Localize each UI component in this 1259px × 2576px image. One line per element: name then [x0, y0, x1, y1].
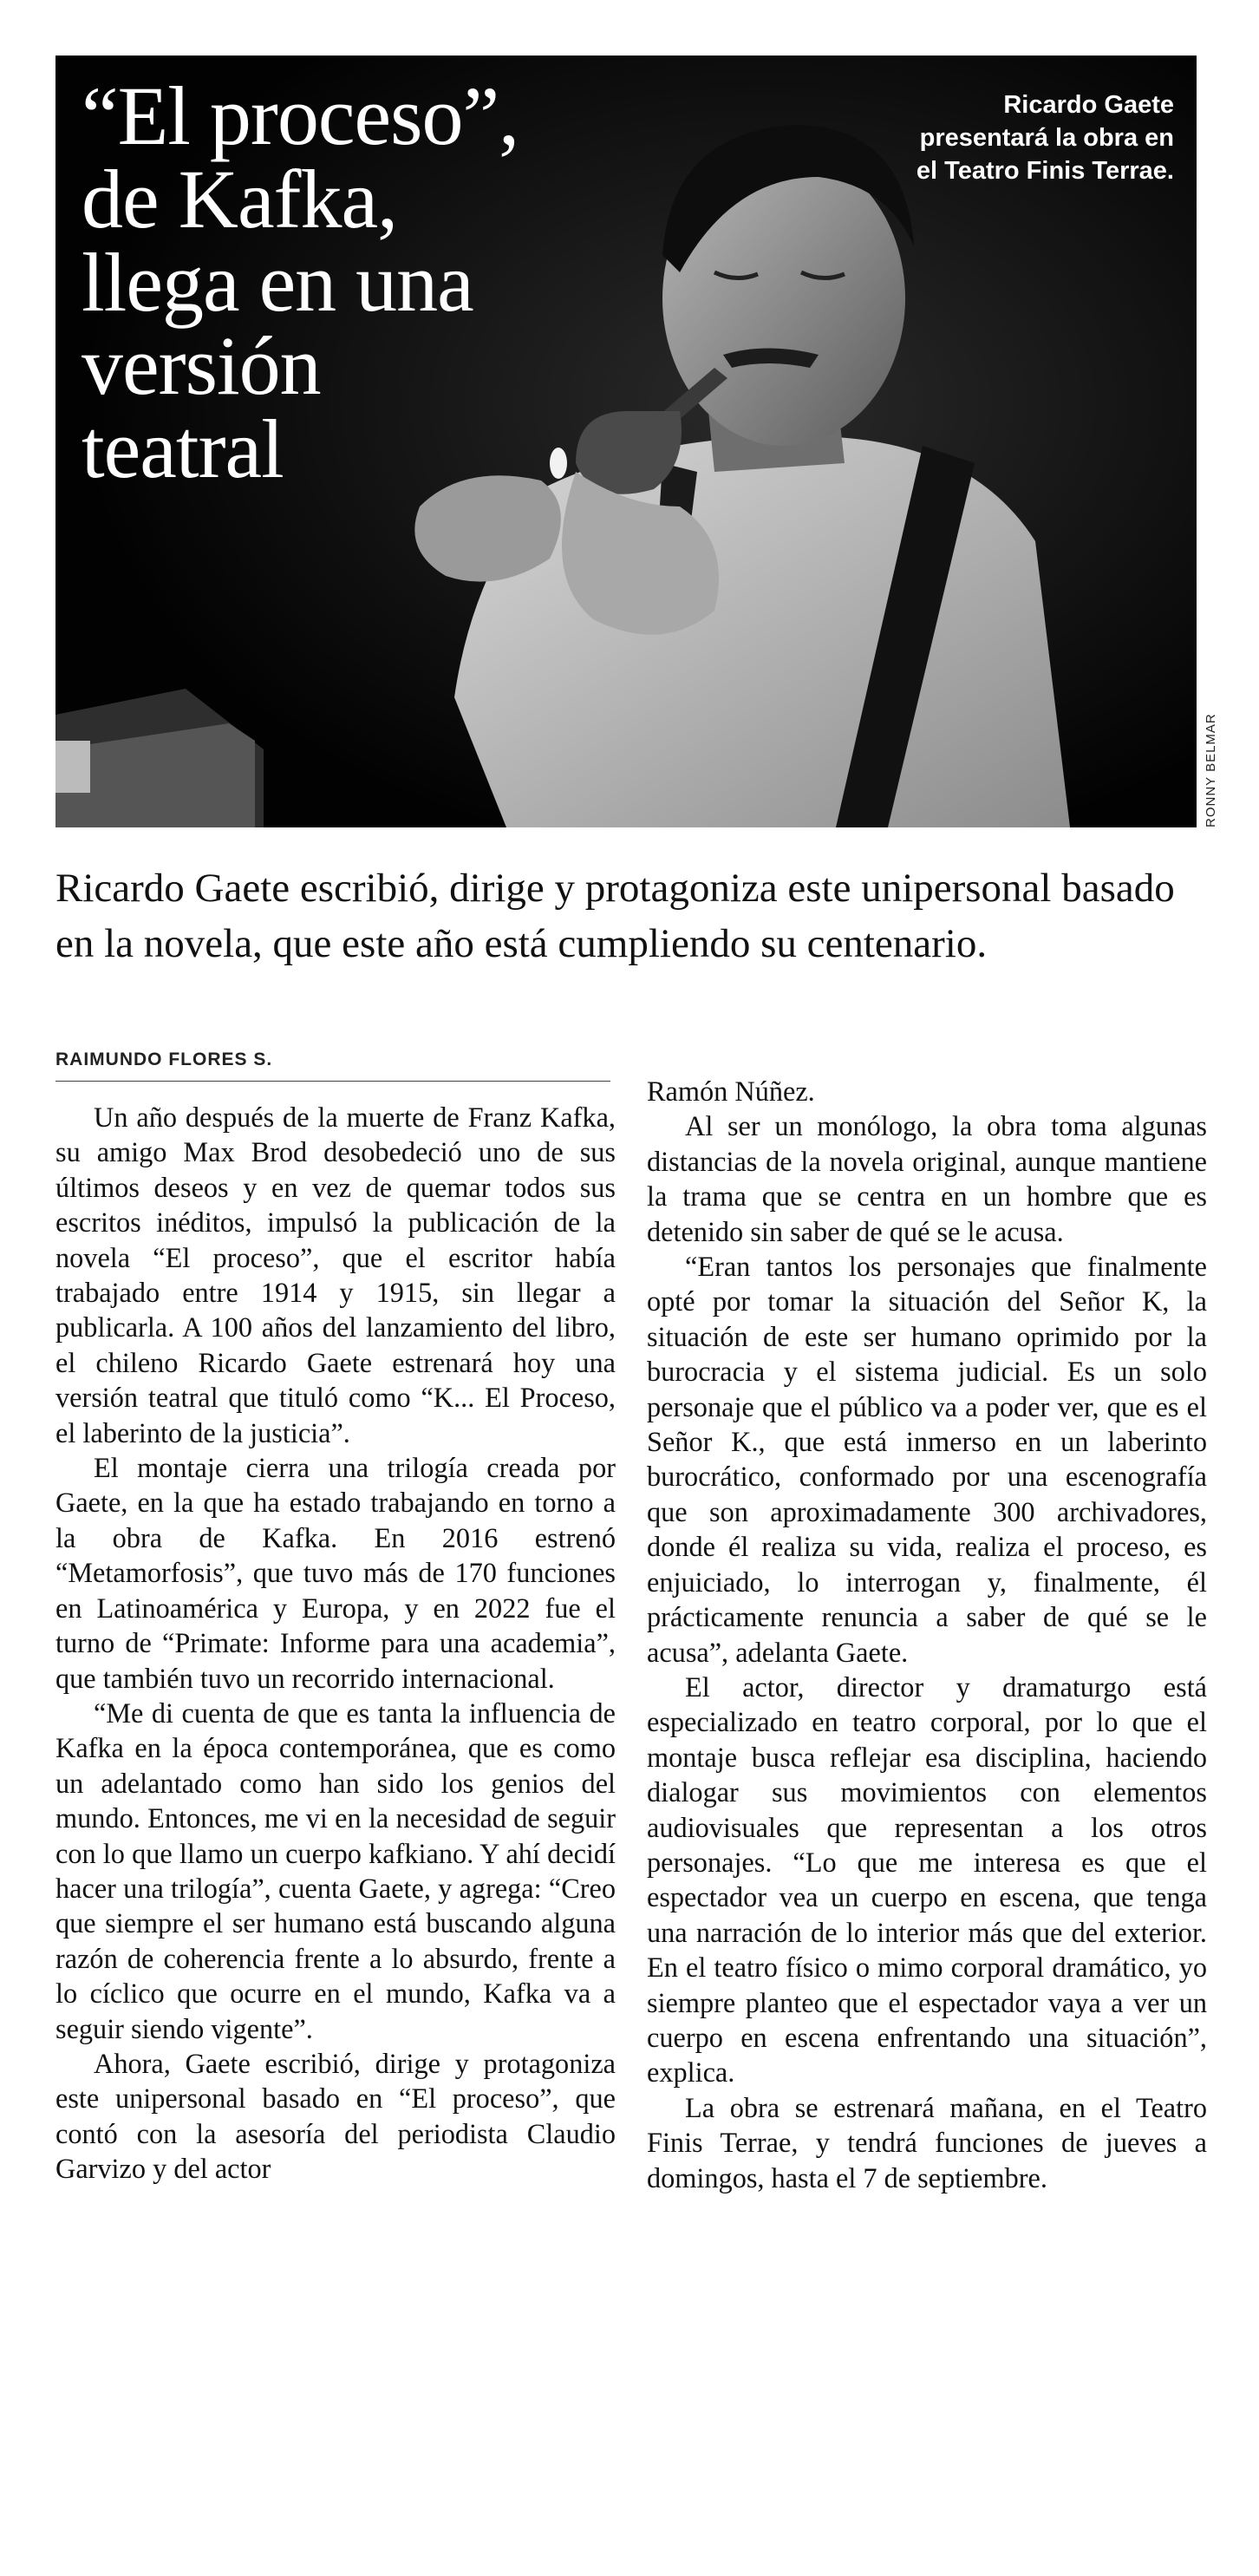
headline-line-4: versión	[82, 319, 321, 412]
body-paragraph-continuation: Ramón Núñez.	[647, 1076, 815, 1107]
body-paragraph: El actor, director y dramaturgo está especializado en teatro corporal, por lo que el montaje busca reflejar esa disciplina, haciendo dialogar sus movimientos con elementos audiovisuales que representan a los otros personajes. “Lo que me interesa es que el espectador vea un cuerpo en escena, que tenga una narración de lo interior más que del exterior. En el teatro físico o mimo corporal dramático, yo siempre planteo que el espectador vaya a ver un cuerpo en escena enfrentando una situación”, explica.	[647, 1670, 1207, 2089]
body-paragraph: Ahora, Gaete escribió, dirige y protagoniza este unipersonal basado en “El proceso”, que contó con la asesoría del periodista Claudio Garvizo y del actor	[55, 2047, 616, 2185]
headline-line-2: de Kafka,	[82, 153, 398, 245]
body-paragraph: El montaje cierra una trilogía creada por Gaete, en la que ha estado trabajando en torno a la obra de Kafka. En 2016 estrenó “Metamorfosis”, que tuvo más de 170 funciones en Latinoamérica y Europa, y en 2022 fue el turno de “Primate: Informe para una academia”, que también tuvo un recorrido internacional.	[55, 1452, 616, 1694]
body-column-left	[55, 1100, 616, 2187]
byline: RAIMUNDO FLORES S.	[55, 1049, 610, 1082]
lead-photo	[55, 56, 1197, 827]
body-paragraph: Un año después de la muerte de Franz Kafka, su amigo Max Brod desobedeció uno de sus últimos deseos y en vez de quemar todos sus escritos inéditos, impulsó la publicación de la novela “El proceso”, que el escritor había trabajado entre 1914 y 1915, sin llegar a publicarla. A 100 años del lanzamiento del libro, el chileno Ricardo Gaete estrenará hoy una versión teatral que tituló como “K... El Proceso, el laberinto de la justicia”.	[55, 1102, 616, 1448]
headline-line-3: llega en una	[82, 236, 473, 329]
body-paragraph: La obra se estrenará mañana, en el Teatro Finis Terrae, y tendrá funciones de jueves a domingos, hasta el 7 de septiembre.	[647, 2091, 1207, 2194]
photo-caption: Ricardo Gaete presentará la obra en el Teatro Finis Terrae.	[916, 91, 1174, 185]
body-paragraph: Al ser un monólogo, la obra toma algunas distancias de la novela original, aunque mantiene la trama que se centra en un hombre que es detenido sin saber de qué se le acusa.	[647, 1110, 1207, 1247]
photo-credit: RONNY BELMAR	[1204, 713, 1218, 827]
body-paragraph: “Me di cuenta de que es tanta la influencia de Kafka en la época contemporánea, que es como un adelantado como han sido los genios del mundo. Entonces, me vi en la necesidad de seguir con lo que llamo un cuerpo kafkiano. Y ahí decidí hacer una trilogía”, cuenta Gaete, y agrega: “Creo que siempre el ser humano está buscando alguna razón de coherencia frente a lo absurdo, frente a lo cíclico que ocurre en el mundo, Kafka va a seguir siendo vigente”.	[55, 1697, 616, 2044]
body-column-right	[647, 1074, 1207, 2195]
deck: Ricardo Gaete escribió, dirige y protagoniza este unipersonal basado en la novela, que este año está cumpliendo su centenario.	[55, 866, 1175, 966]
headline-line-5: teatral	[82, 402, 284, 495]
headline	[82, 69, 619, 495]
headline-line-1: “El proceso”,	[82, 69, 519, 162]
body-paragraph: “Eran tantos los personajes que finalmente opté por tomar la situación del Señor K, la situación de este ser humano oprimido por la burocracia y el sistema judicial. Es un solo personaje que el público va a poder ver, que es el Señor K., que está inmerso en un laberinto burocrático, conformado por una escenografía que son aproximadamente 300 archivadores, donde él realiza su vida, realiza el proceso, es enjuiciado, lo interrogan y, finalmente, él prácticamente renuncia a saber de qué se le acusa”, adelanta Gaete.	[647, 1251, 1207, 1668]
